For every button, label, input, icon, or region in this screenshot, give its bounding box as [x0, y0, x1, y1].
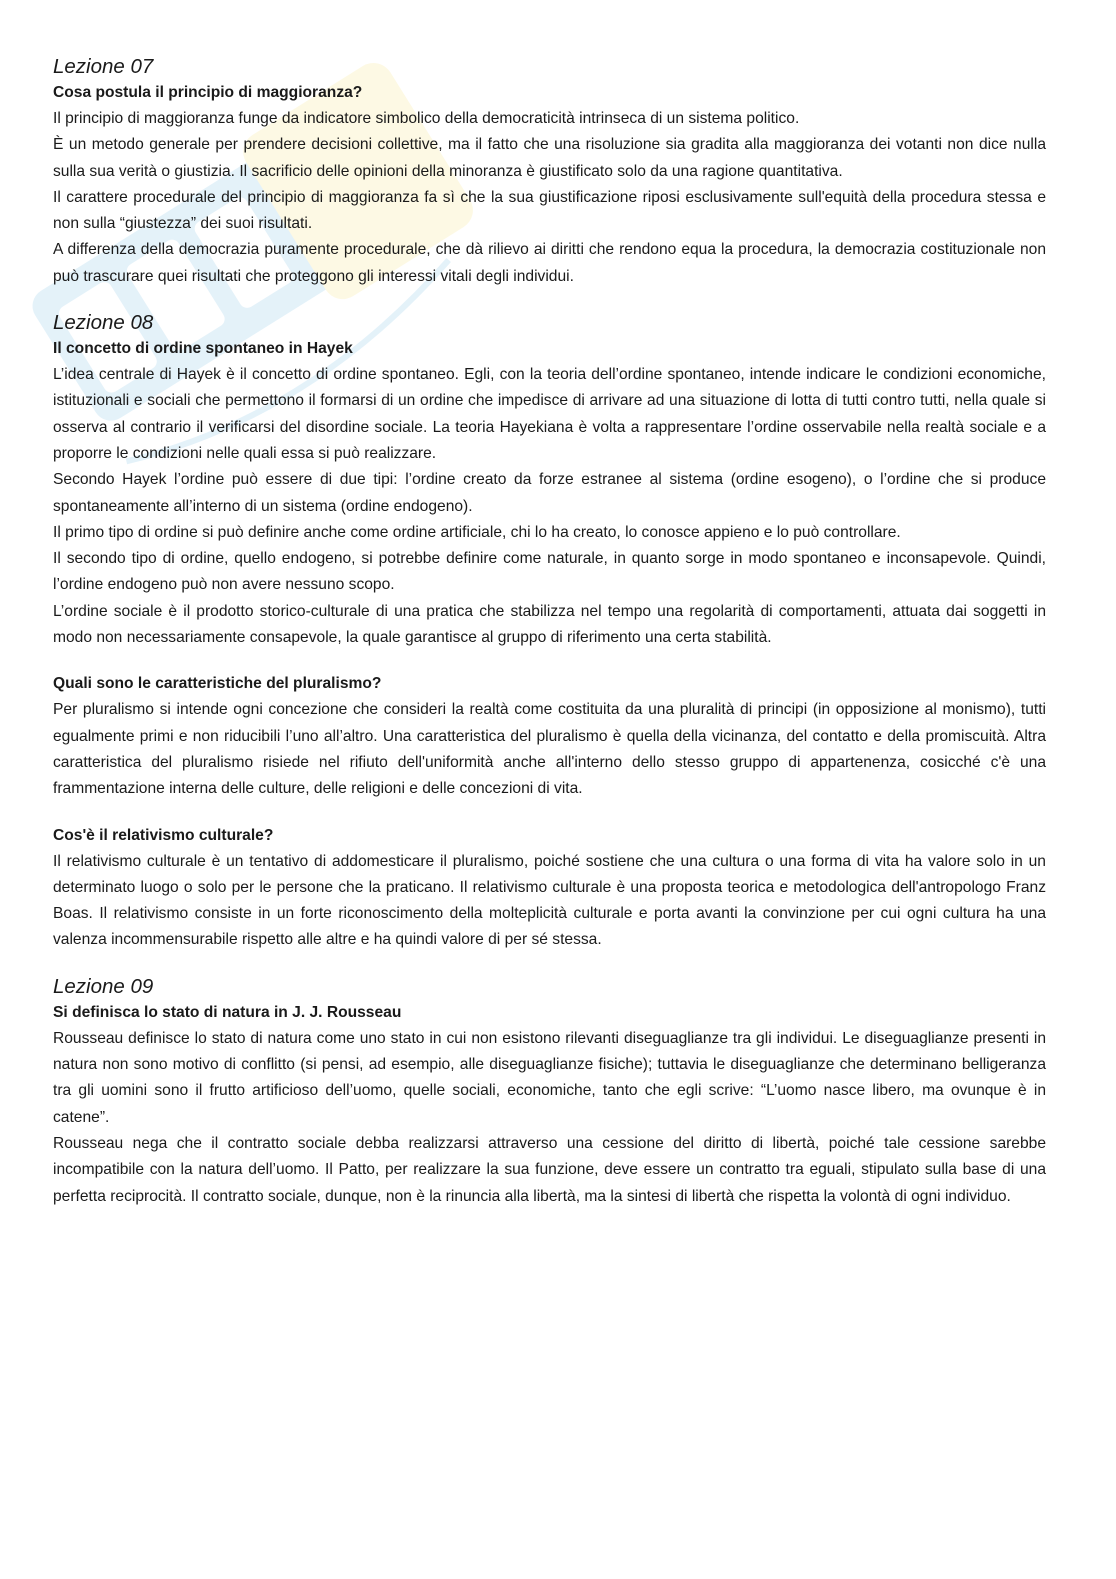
- section-heading: Il concetto di ordine spontaneo in Hayek: [53, 340, 353, 358]
- section-relativismo: [53, 823, 1046, 954]
- paragraph: Secondo Hayek l’ordine può essere di due tipi: l’ordine creato da forze estranee al sistema (ordine esogeno), o l’ordine che si produce spontaneamente all’interno di un sistema (ordine endogeno).: [53, 471, 1046, 515]
- lesson-title: Lezione 09: [53, 974, 154, 998]
- paragraph: Per pluralismo si intende ogni concezione che consideri la realtà come costituita da una pluralità di principi (in opposizione al monismo), tutti egualmente primi e non riducibili l’uno all’altro. Una caratteristica del pluralismo è quella della vicinanza, del contatto e della promiscuità. Altra caratteristica del pluralismo risiede nel rifiuto dell'uniformità anche all'interno dello stesso gruppo di appartenenza, cosicché c'è una frammentazione interna delle culture, delle religioni e delle concezioni di vita.: [53, 701, 1046, 798]
- paragraph: È un metodo generale per prendere decisioni collettive, ma il fatto che una risoluzione sia gradita alla maggioranza dei votanti non dice nulla sulla sua verità o giustizia. Il sacrificio delle opinioni della minoranza è giustificato solo da una ragione quantitativa.: [53, 136, 1046, 180]
- section-heading: Cos'è il relativismo culturale?: [53, 826, 274, 844]
- paragraph: Il secondo tipo di ordine, quello endogeno, si potrebbe definire come naturale, in quanto sorge in modo spontaneo e inconsapevole. Quindi, l’ordine endogeno può non avere nessuno scopo.: [53, 550, 1046, 594]
- paragraph: A differenza della democrazia puramente procedurale, che dà rilievo ai diritti che rendono equa la procedura, la democrazia costituzionale non può trascurare quei risultati che proteggono gli interessi vitali degli individui.: [53, 241, 1046, 285]
- section-pluralismo: [53, 671, 1046, 802]
- paragraph: Il relativismo culturale è un tentativo di addomesticare il pluralismo, poiché sostiene che una cultura o una forma di vita ha valore solo in un determinato luogo o solo per le persone che la praticano. Il relativismo culturale è una proposta teorica e metodologica dell'antropologo Franz Boas. Il relativismo consiste in un forte riconoscimento della molteplicità culturale e porta avanti la convinzione per cui ogni cultura ha una valenza incommensurabile rispetto alle altre e ha quindi valore di per sé stessa.: [53, 852, 1046, 949]
- lesson-title: Lezione 08: [53, 311, 154, 335]
- lesson-08: [53, 310, 1046, 954]
- section-rousseau: [53, 1000, 1046, 1210]
- paragraph: Il principio di maggioranza funge da indicatore simbolico della democraticità intrinseca di un sistema politico.: [53, 110, 800, 127]
- paragraph: Il primo tipo di ordine si può definire anche come ordine artificiale, chi lo ha creato, lo conosce appieno e lo può controllare.: [53, 523, 901, 541]
- paragraph: Rousseau definisce lo stato di natura come uno stato in cui non esistono rilevanti diseguaglianze tra gli individui. Le diseguaglianze presenti in natura non sono motivo di conflitto (si pensi, ad esempio, alle diseguaglianze fisiche); tuttavia le diseguaglianze che determinano belligeranza tra gli uomini sono il frutto artificioso dell’uomo, quelle sociali, economiche, tanto che egli scrive: “L’uomo nasce libero, ma ovunque è in catene”.: [53, 1029, 1046, 1126]
- section-maggioranza: [53, 80, 1046, 290]
- paragraph: Rousseau nega che il contratto sociale debba realizzarsi attraverso una cessione del diritto di libertà, poiché tale cessione sarebbe incompatibile con la natura dell’uomo. Il Patto, per realizzare la sua funzione, deve essere un contratto tra eguali, stipulato sulla base di una perfetta reciprocità. Il contratto sociale, dunque, non è la rinuncia alla libertà, ma la sintesi di libertà che rispetta la volontà di ogni individuo.: [53, 1134, 1046, 1205]
- section-heading: Si definisca lo stato di natura in J. J. Rousseau: [53, 1003, 402, 1021]
- section-heading: Quali sono le caratteristiche del pluralismo?: [53, 675, 382, 693]
- lesson-07: [53, 54, 1046, 290]
- paragraph: Il carattere procedurale del principio di maggioranza fa sì che la sua giustificazione riposi esclusivamente sull'equità della procedura stessa e non sulla “giustezza” dei suoi risultati.: [53, 188, 1046, 233]
- section-heading: Cosa postula il principio di maggioranza?: [53, 84, 363, 101]
- lesson-title: Lezione 07: [53, 55, 154, 78]
- paragraph: L’idea centrale di Hayek è il concetto di ordine spontaneo. Egli, con la teoria dell’ordine spontaneo, intende indicare le condizioni economiche, istituzionali e sociali che permettono il formarsi di un ordine che impedisce di arrivare ad una situazione di lotta di tutti contro tutti, nella quale si osserva al contrario il verificarsi del disordine sociale. La teoria Hayekiana è volta a rappresentare l’ordine osservabile nella realtà sociale e a proporre le condizioni nelle quali essa si può realizzare.: [53, 366, 1046, 462]
- section-ordine-spontaneo: [53, 336, 1046, 651]
- document-page: [53, 54, 1046, 1230]
- paragraph: L’ordine sociale è il prodotto storico-culturale di una pratica che stabilizza nel tempo una regolarità di comportamenti, attuata dai soggetti in modo non necessariamente consapevole, la quale garantisce al gruppo di riferimento una certa stabilità.: [53, 602, 1046, 647]
- lesson-09: [53, 974, 1046, 1210]
